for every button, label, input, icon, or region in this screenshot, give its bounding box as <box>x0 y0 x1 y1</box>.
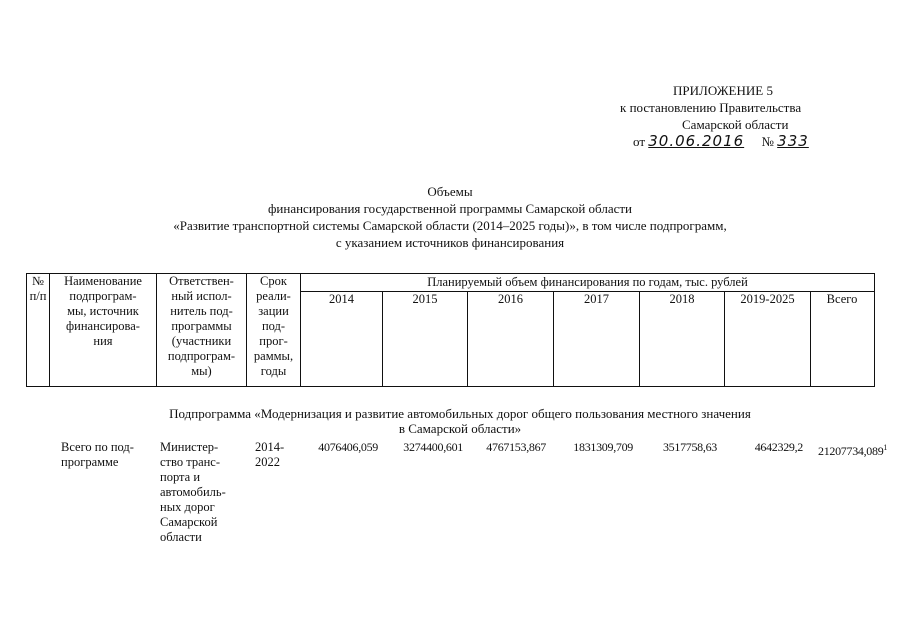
row-value-2014: 4076406,059 <box>318 440 378 454</box>
row-name-text: Всего по под- <box>61 440 134 454</box>
header-year-2018: 2018 <box>640 292 725 386</box>
header-year-2019-2025: 2019-2025 <box>725 292 811 386</box>
header-year-2016: 2016 <box>468 292 554 386</box>
subprogram-heading <box>60 406 860 436</box>
row-resp-text: области <box>160 530 202 544</box>
header-text: прог- <box>259 334 288 348</box>
row-resp-text: ство транс- <box>160 455 221 469</box>
header-text: ния <box>93 334 113 348</box>
header-text: ный испол- <box>171 289 232 303</box>
row-term-text: 2014- <box>255 440 285 454</box>
header-text: зации <box>258 304 289 318</box>
row-value-2017: 1831309,709 <box>573 440 633 454</box>
row-value-2019-2025: 4642329,2 <box>754 440 803 454</box>
row-term-text: 2022 <box>255 455 280 469</box>
row-value-2016: 4767153,867 <box>486 440 546 454</box>
header-text: Срок <box>260 274 287 288</box>
subprogram-line-1: Подпрограмма «Модернизация и развитие автомобильных дорог общего пользования местного значения <box>169 406 751 421</box>
header-text: нитель под- <box>170 304 233 318</box>
row-value-2015: 3274400,601 <box>403 440 463 454</box>
row-responsible <box>160 440 240 545</box>
row-resp-text: автомобиль- <box>160 485 226 499</box>
row-value-total <box>818 440 898 459</box>
row-term <box>255 440 295 470</box>
document-title <box>60 183 840 251</box>
header-text: финансирова- <box>66 319 140 333</box>
header-year-2014: 2014 <box>301 292 383 386</box>
row-value-2018: 3517758,63 <box>662 440 717 454</box>
row-name-text: программе <box>61 455 119 469</box>
header-col-term <box>247 274 301 386</box>
number-prefix: № <box>761 134 774 149</box>
title-line-3: «Развитие транспортной системы Самарской области (2014–2025 годы)», в том числе подпрограмм, <box>173 218 727 233</box>
row-name <box>61 440 151 470</box>
row-resp-text: порта и <box>160 470 201 484</box>
table-header <box>26 273 875 387</box>
date-prefix: от <box>633 134 646 149</box>
row-resp-text: ных дорог <box>160 500 215 514</box>
header-text: годы <box>260 364 287 378</box>
header-text: п/п <box>29 289 47 303</box>
appendix-title: ПРИЛОЖЕНИЕ 5 <box>673 83 773 98</box>
header-text: под- <box>261 319 286 333</box>
footnote-mark: 1 <box>883 443 888 452</box>
appendix-block <box>620 82 850 150</box>
header-text: Наименование <box>64 274 142 288</box>
header-text: раммы, <box>253 349 294 363</box>
title-line-4: с указанием источников финансирования <box>335 235 565 250</box>
row-resp-text: Министер- <box>160 440 219 454</box>
handwritten-date: 30.06.2016 <box>648 132 745 150</box>
header-col-name <box>50 274 157 386</box>
title-line-2: финансирования государственной программы Самарской области <box>267 201 632 216</box>
appendix-region-line: Самарской области <box>682 117 789 132</box>
appendix-date-line <box>620 133 850 150</box>
header-text: мы, источник <box>67 304 139 318</box>
header-year-2015: 2015 <box>383 292 468 386</box>
subprogram-line-2: в Самарской области» <box>398 421 522 436</box>
header-text: (участники <box>171 334 232 348</box>
header-total: Всего <box>826 292 858 306</box>
header-text: реали- <box>256 289 291 303</box>
header-plan-title: Планируемый объем финансирования по годам, тыс. рублей <box>301 274 874 292</box>
header-text: мы) <box>191 364 212 378</box>
header-text: программы <box>171 319 232 333</box>
row-resp-text: Самарской <box>160 515 218 529</box>
handwritten-number: 333 <box>777 132 809 150</box>
header-year-2017: 2017 <box>554 292 640 386</box>
header-text: подпрограм- <box>69 289 137 303</box>
header-text: подпрограм- <box>167 349 236 363</box>
appendix-decree-line: к постановлению Правительства <box>620 100 802 115</box>
header-col-responsible <box>157 274 247 386</box>
title-line-1: Объемы <box>427 184 473 199</box>
header-text: № <box>32 274 44 288</box>
header-col-number <box>27 274 50 386</box>
total-value: 21207734,089 <box>818 444 884 458</box>
header-text: Ответствен- <box>169 274 234 288</box>
